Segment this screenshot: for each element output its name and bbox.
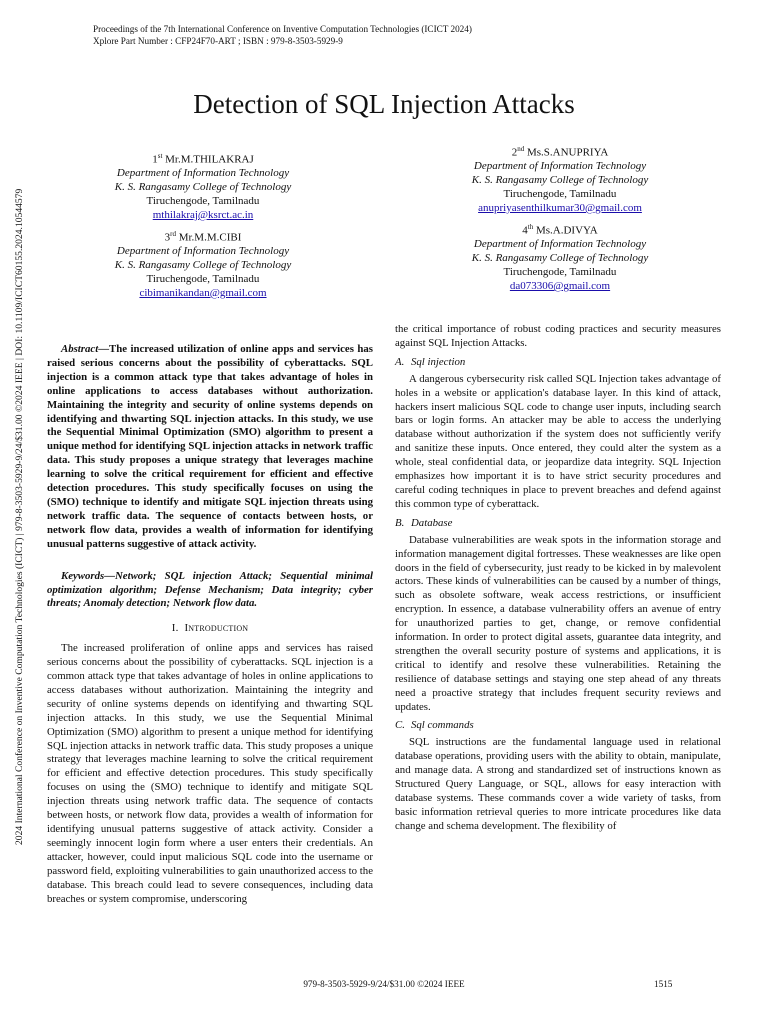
author-city: Tiruchengode, Tamilnadu <box>146 195 260 208</box>
author-block-1 <box>53 150 353 223</box>
subsection-title: Database <box>411 516 453 529</box>
subsection-heading-database <box>395 517 721 531</box>
author-email-link[interactable]: anupriyasenthilkumar30@gmail.com <box>478 201 642 214</box>
subsection-label: A. <box>395 355 405 368</box>
author-email-link[interactable]: da073306@gmail.com <box>509 279 611 292</box>
header-line-2: Xplore Part Number : CFP24F70-ART ; ISBN : 979-8-3503-5929-9 <box>93 36 343 46</box>
author-name-line <box>53 150 353 167</box>
subsection-heading-sql-commands <box>395 719 721 733</box>
author-city: Tiruchengode, Tamilnadu <box>146 273 260 286</box>
author-name: Mr.M.M.CIBI <box>178 231 242 244</box>
author-department: Department of Information Technology <box>473 160 647 173</box>
author-department: Department of Information Technology <box>473 238 647 251</box>
proceedings-header <box>93 23 693 47</box>
author-name: Ms.A.DIVYA <box>535 224 598 237</box>
paper-title: Detection of SQL Injection Attacks <box>193 89 575 119</box>
continuation-paragraph: the critical importance of robust coding practices and security measures against SQL Injection Attacks. <box>395 323 721 349</box>
author-department: Department of Information Technology <box>116 167 290 180</box>
author-block-2 <box>410 143 710 216</box>
author-ordinal-suffix: nd <box>517 145 525 153</box>
footer-copyright: 979-8-3503-5929-9/24/$31.00 ©2024 IEEE <box>303 979 465 989</box>
sql-commands-paragraph: SQL instructions are the fundamental language used in relational database operations, providing users with the ability to obtain, manipulate, and manage data. A strong and standardized set of instructions known as Structured Query Language, or SQL, allows for easy interaction with database systems. These commands cover a wide variety of tasks, from basic information retrieval queries to more intricate procedures like data change and schema development. The flexibility of <box>395 736 721 832</box>
introduction-paragraph: The increased proliferation of online apps and services has raised serious concerns about the possibility of cyberattacks. SQL injection is a common attack type that takes advantage of holes in online applications to access databases without authorization. Maintaining the integrity and security of online systems depends on identifying and thwarting SQL injection attacks. In this study, we use the Sequential Minimal Optimization (SMO) algorithm to present a unique method for identifying SQL injection attacks in network traffic data. This study proposes a unique strategy that leverages machine learning to solve the critical requirement for efficient and effective detection procedures. This study specifically focuses on using the (SMO) technique to identify and mitigate SQL injection threats using network traffic data. The sequence of contacts between hosts, or network flow data, provides a wealth of information for identifying unusual patterns suggestive of attack activity. Consider a seemingly innocent login form where a user enters their credentials. An attacker, however, could input malicious SQL code into the username or password field, exploiting vulnerabilities to gain unauthorized access to the database. This breach could lead to severe consequences, including data breaches or system compromise, underscoring <box>47 642 373 905</box>
author-city: Tiruchengode, Tamilnadu <box>503 188 617 201</box>
left-column <box>47 343 373 906</box>
author-name: Mr.M.THILAKRAJ <box>165 153 254 166</box>
author-email-link[interactable]: cibimanikandan@gmail.com <box>139 286 267 299</box>
author-ordinal-suffix: rd <box>170 230 176 238</box>
section-numeral: I. <box>171 622 179 635</box>
author-department: Department of Information Technology <box>116 245 290 258</box>
author-city: Tiruchengode, Tamilnadu <box>503 266 617 279</box>
right-column <box>395 323 721 834</box>
abstract-text: —The increased utilization of online apps and services has raised serious concerns about the possibility of cyberattacks. SQL injection is a common attack type that takes advantage of holes in online applications to access databases without authorization. Maintaining the integrity and security of online systems depends on identifying and thwarting SQL injection attacks. In this study, we use the Sequential Minimal Optimization (SMO) algorithm to present a unique method for identifying SQL injection attacks in network traffic data. This study proposes a unique strategy that leverages machine learning to solve the critical requirement for efficient and effective detection procedures. This study specifically focuses on using the (SMO) technique to identify and mitigate SQL injection threats using network traffic data. The sequence of contacts between hosts, or network flow data, provides a wealth of information for identifying unusual patterns suggestive of attack activity. <box>47 343 373 550</box>
abstract-paragraph <box>47 343 373 552</box>
author-email-link[interactable]: mthilakraj@ksrct.ac.in <box>152 208 254 221</box>
subsection-label: C. <box>395 719 405 732</box>
author-name-line <box>410 143 710 160</box>
doi-side-strip: 2024 International Conference on Inventive Computation Technologies (ICICT) | 979-8-3503-5929-9/24/$31.00 ©2024 IEEE | DOI: 10.1109/ICICT60155.2024.10544579 <box>14 188 25 845</box>
section-title: Introduction <box>184 622 249 635</box>
subsection-title: Sql injection <box>411 355 466 368</box>
author-name-line <box>410 221 710 238</box>
header-line-1: Proceedings of the 7th International Conference on Inventive Computation Technologies (ICICT 2024) <box>93 24 472 34</box>
author-ordinal: 1 <box>152 153 158 166</box>
author-ordinal-suffix: st <box>157 152 163 160</box>
subsection-label: B. <box>395 516 405 529</box>
author-college: K. S. Rangasamy College of Technology <box>114 181 292 194</box>
database-paragraph: Database vulnerabilities are weak spots in the information storage and information management digital fortresses. These weaknesses are like open doors in the field of cybersecurity, just ready to be kicked in by malevolent actors. These kinds of vulnerabilities can be caused by a number of things, such as obsolete software, weak access restrictions, or insufficient encryption. In essence, a database vulnerability offers an avenue of entry for unauthorized parties to get, change, or remove confidential information. In order to protect digital assets, guarantee data integrity, and strengthen the overall security posture of systems and applications, it is critical to identify and resolve these vulnerabilities. Retaining the resilience of database settings and staying one step ahead of any threats need a proactive strategy that includes frequent security reviews and updates. <box>395 533 721 713</box>
sql-injection-paragraph: A dangerous cybersecurity risk called SQL Injection takes advantage of holes in a website or application's database layer. In this kind of attack, hackers insert malicious SQL code to change user inputs, including search bars or login forms. An attacker may be able to access the underlying database without authorization if the system does not sufficiently verify and sanitize these inputs. Once entered, they could alter the system as a whole, steal confidential data, or jeopardize data integrity. SQL Injection emphasizes how important it is to have strict security procedures and careful coding techniques in place to prevent breaches and defend against this common type of cyberattack. <box>395 372 721 510</box>
page-number: 1515 <box>654 979 673 989</box>
author-name-line <box>53 228 353 245</box>
author-block-3 <box>53 228 353 301</box>
abstract-lead: Abstract <box>61 343 99 355</box>
author-college: K. S. Rangasamy College of Technology <box>471 174 649 187</box>
keywords-paragraph: Keywords—Network; SQL injection Attack; Sequential minimal optimization algorithm; Defense Mechanism; Data integrity; cyber threats; Anomaly detection; Network flow data. <box>47 569 373 610</box>
author-ordinal: 2 <box>511 146 518 159</box>
section-heading-introduction <box>47 622 373 636</box>
subsection-heading-sql-injection <box>395 356 721 370</box>
author-ordinal: 3 <box>164 231 171 244</box>
author-ordinal-suffix: th <box>527 223 534 231</box>
author-block-4 <box>410 221 710 294</box>
author-name: Ms.S.ANUPRIYA <box>526 146 609 159</box>
author-ordinal: 4 <box>522 224 528 237</box>
author-college: K. S. Rangasamy College of Technology <box>471 252 649 265</box>
author-college: K. S. Rangasamy College of Technology <box>114 259 292 272</box>
subsection-title: Sql commands <box>411 719 474 732</box>
